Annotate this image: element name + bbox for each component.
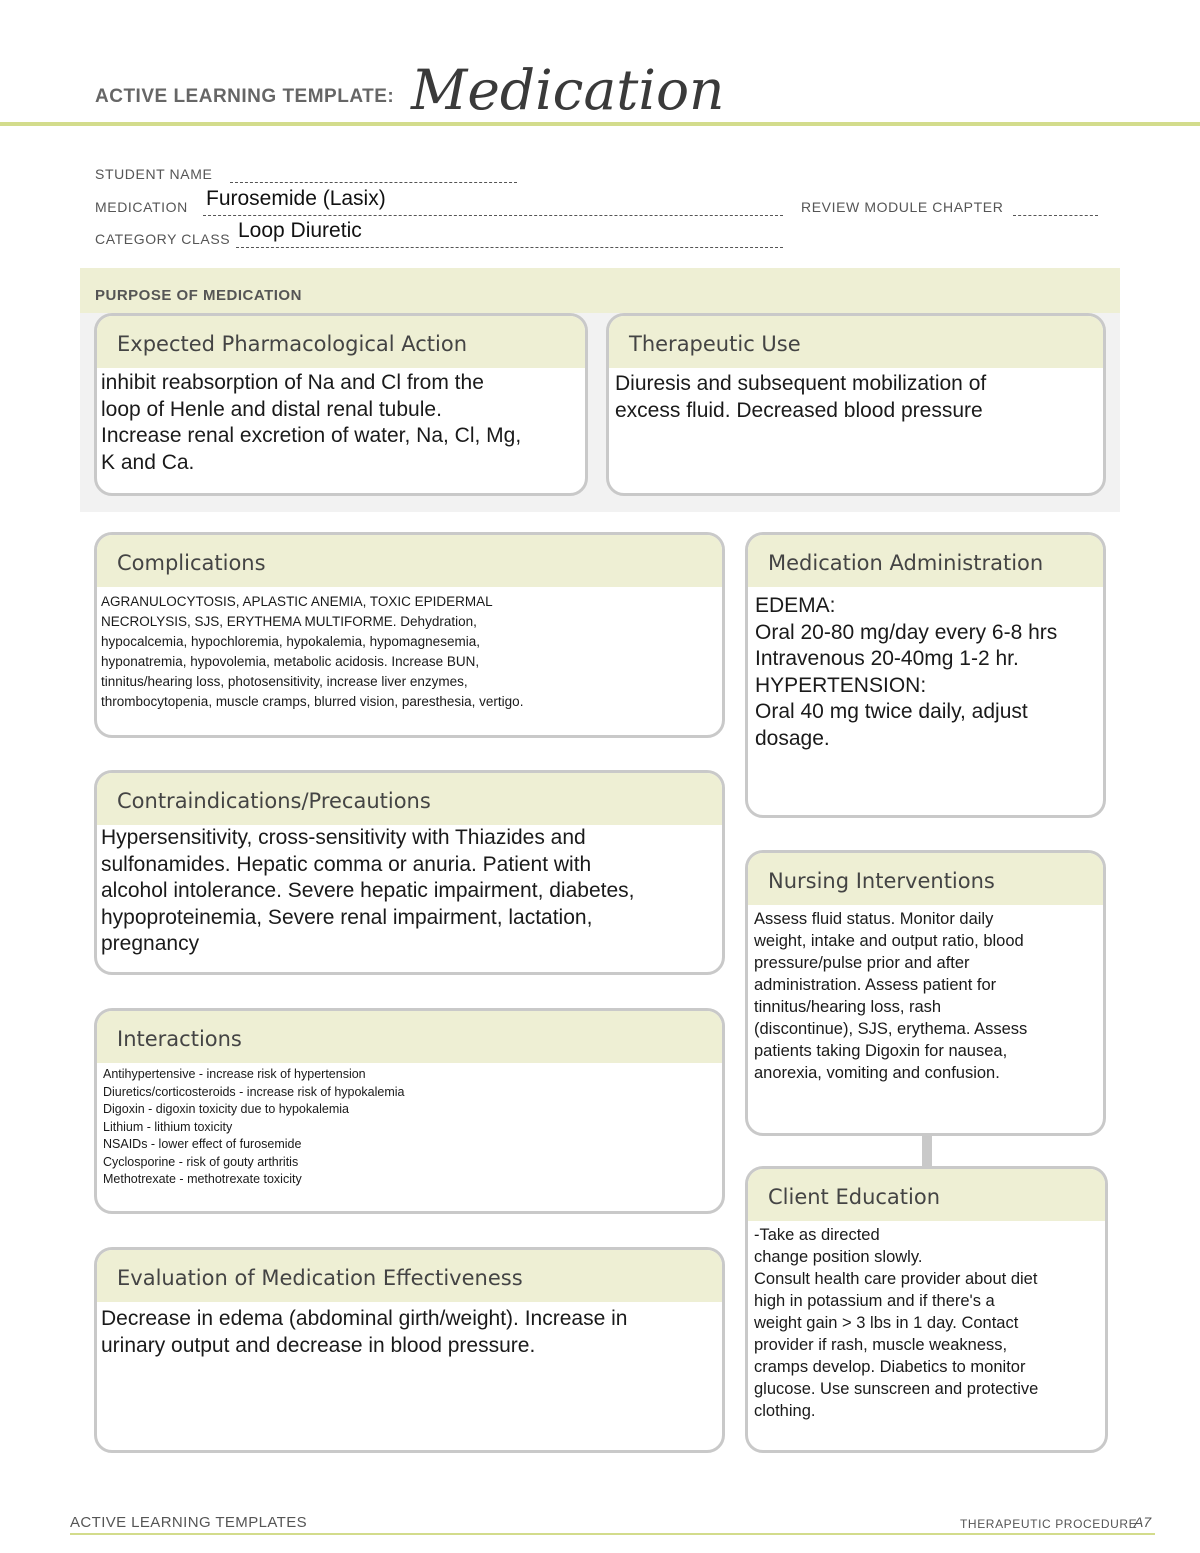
client-education-text[interactable]: -Take as directed change position slowly. Consult health care provider about diet high in potassium and if there's a weight gain > 3 lbs in 1 day. Contact provider if rash, muscle weakness, cramps develop. Diabetics to monitor glucose. Use sunscreen and protective clothing. <box>754 1226 1039 1420</box>
medication-value: Furosemide (Lasix) <box>206 187 386 210</box>
evaluation-box <box>94 1247 725 1453</box>
contraindications-text[interactable]: Hypersensitivity, cross-sensitivity with Thiazides and sulfonamides. Hepatic comma or anuria. Patient with alcohol intolerance. Severe hepatic impairment, diabetes, hypoproteinemia, Severe renal impairment, lactation, pregnancy <box>101 826 635 955</box>
template-label: ACTIVE LEARNING TEMPLATE: <box>95 86 395 107</box>
client-education-title: Client Education <box>768 1185 941 1209</box>
header-divider <box>0 122 1200 126</box>
category-class-field[interactable] <box>236 247 783 248</box>
complications-title: Complications <box>117 551 266 575</box>
administration-box <box>745 532 1106 818</box>
nursing-interventions-box <box>745 850 1106 1136</box>
therapeutic-use-text[interactable]: Diuresis and subsequent mobilization of excess fluid. Decreased blood pressure <box>615 372 987 422</box>
footer-divider <box>70 1533 1155 1535</box>
student-name-field[interactable] <box>230 182 517 183</box>
client-education-box <box>745 1166 1108 1453</box>
box-connector <box>922 1136 932 1168</box>
contraindications-title: Contraindications/Precautions <box>117 789 431 813</box>
contraindications-box <box>94 770 725 975</box>
interactions-box <box>94 1008 725 1214</box>
evaluation-title: Evaluation of Medication Effectiveness <box>117 1266 523 1290</box>
interactions-title: Interactions <box>117 1027 242 1051</box>
nursing-interventions-title: Nursing Interventions <box>768 869 995 893</box>
evaluation-text[interactable]: Decrease in edema (abdominal girth/weight). Increase in urinary output and decrease in blood pressure. <box>101 1307 628 1357</box>
footer-left-label: ACTIVE LEARNING TEMPLATES <box>70 1514 307 1531</box>
expected-action-box <box>94 313 588 496</box>
therapeutic-use-title: Therapeutic Use <box>629 332 801 356</box>
category-class-value: Loop Diuretic <box>238 219 362 242</box>
administration-title: Medication Administration <box>768 551 1044 575</box>
complications-box <box>94 532 725 738</box>
medication-label: MEDICATION <box>95 199 188 215</box>
category-class-label: CATEGORY CLASS <box>95 231 231 247</box>
administration-text[interactable]: EDEMA: Oral 20-80 mg/day every 6-8 hrs Intravenous 20-40mg 1-2 hr. HYPERTENSION: Oral 40 mg twice daily, adjust dosage. <box>755 594 1058 750</box>
review-module-label: REVIEW MODULE CHAPTER <box>801 199 1004 215</box>
page-title: Medication <box>411 58 725 122</box>
page-number: A7 <box>1134 1514 1152 1530</box>
student-name-label: STUDENT NAME <box>95 166 213 182</box>
nursing-interventions-text[interactable]: Assess fluid status. Monitor daily weight, intake and output ratio, blood pressure/pulse prior and after administration. Assess patient for tinnitus/hearing loss, rash (discontinue), SJS, erythema. Assess patients taking Digoxin for nausea, anorexia, vomiting and confusion. <box>754 910 1028 1082</box>
interactions-text[interactable]: Antihypertensive - increase risk of hypertension Diuretics/corticosteroids - increase risk of hypokalemia Digoxin - digoxin toxicity due to hypokalemia Lithium - lithium toxicity NSAIDs - lower effect of furosemide Cyclosporine - risk of gouty arthritis Methotrexate - methotrexate toxicity <box>103 1067 405 1186</box>
footer-right-label: THERAPEUTIC PROCEDURE <box>960 1517 1138 1531</box>
expected-action-text[interactable]: inhibit reabsorption of Na and Cl from the loop of Henle and distal renal tubule. Increase renal excretion of water, Na, Cl, Mg, K and Ca. <box>101 371 522 474</box>
purpose-title: PURPOSE OF MEDICATION <box>95 287 302 304</box>
therapeutic-use-box <box>606 313 1106 496</box>
review-module-field[interactable] <box>1013 215 1098 216</box>
complications-text[interactable]: AGRANULOCYTOSIS, APLASTIC ANEMIA, TOXIC EPIDERMAL NECROLYSIS, SJS, ERYTHEMA MULTIFORME. Dehydration, hypocalcemia, hypochloremia, hypokalemia, hypomagnesemia, hyponatremia, hypovolemia, metabolic acidosis. Increase BUN, tinnitus/hearing loss, photosensitivity, increase liver enzymes, thrombocytopenia, muscle cramps, blurred vision, paresthesia, vertigo. <box>101 594 524 709</box>
expected-action-title: Expected Pharmacological Action <box>117 332 468 356</box>
medication-field[interactable] <box>203 215 783 216</box>
